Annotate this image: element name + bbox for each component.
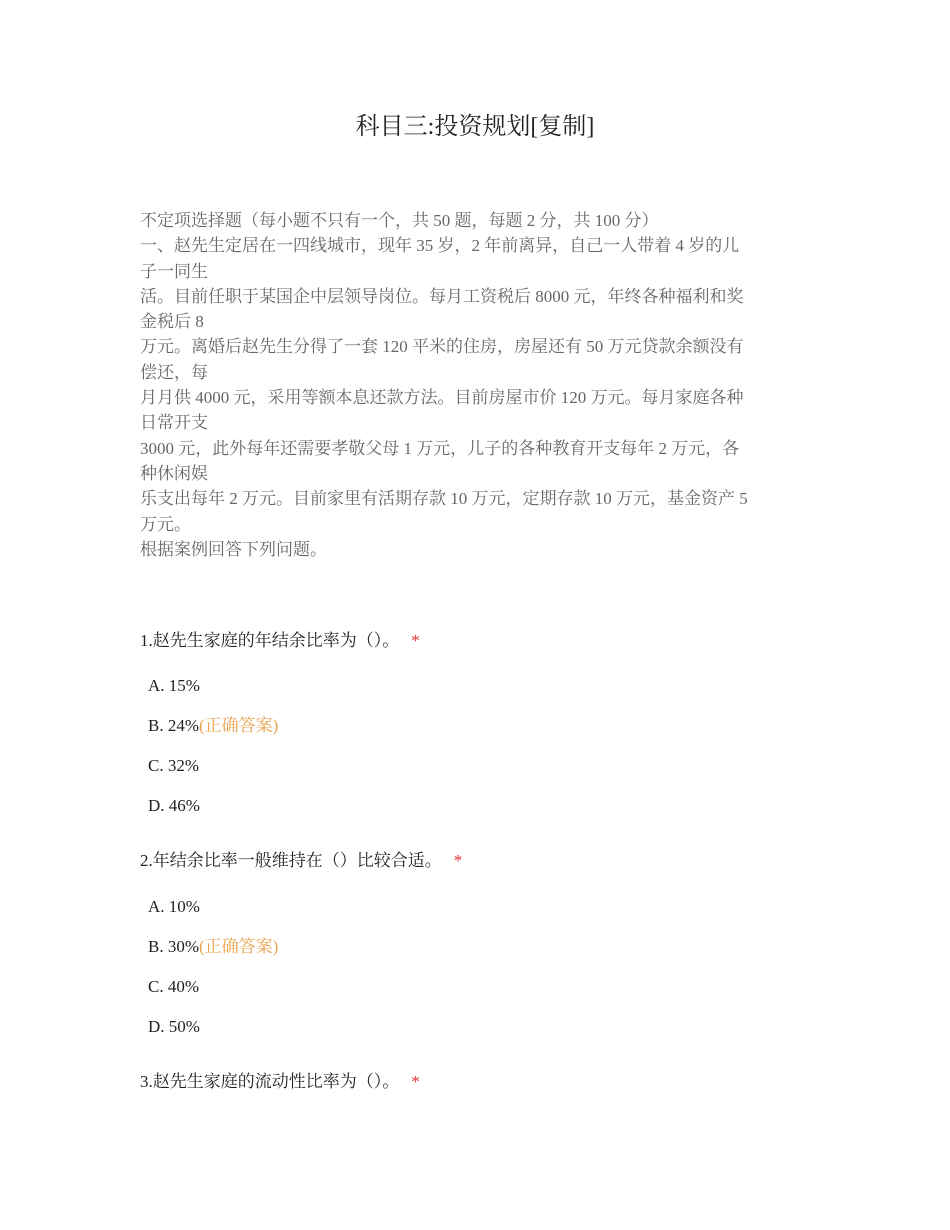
question-2-option-d[interactable] <box>148 1015 200 1039</box>
intro-line: 偿还，每 <box>140 362 208 382</box>
intro-line: 日常开支 <box>140 413 208 433</box>
correct-answer-label: (正确答案) <box>199 716 279 735</box>
option-label: A. 10% <box>148 897 200 916</box>
intro-line: 万元。离婚后赵先生分得了一套 120 平米的住房，房屋还有 50 万元贷款余额没有 <box>140 337 744 357</box>
case-description <box>140 208 812 562</box>
intro-line: 3000 元，此外每年还需要孝敬父母 1 万元，儿子的各种教育开支每年 2 万元，各 <box>140 438 740 458</box>
intro-line: 根据案例回答下列问题。 <box>140 539 327 559</box>
option-label: D. 50% <box>148 1017 200 1036</box>
intro-line: 不定项选择题（每小题不只有一个，共 50 题，每题 2 分，共 100 分） <box>140 211 659 230</box>
option-label: C. 40% <box>148 977 199 996</box>
question-2-option-b[interactable] <box>148 935 278 959</box>
option-label: C. 32% <box>148 756 199 775</box>
question-1-title <box>140 628 420 654</box>
intro-line: 金税后 8 <box>140 312 204 332</box>
question-2-option-c[interactable] <box>148 975 199 999</box>
intro-line: 种休闲娱 <box>140 463 208 483</box>
intro-line: 活。目前任职于某国企中层领导岗位。每月工资税后 8000 元，年终各种福利和奖 <box>140 286 744 306</box>
required-mark: * <box>411 1072 420 1091</box>
question-2-option-a[interactable] <box>148 895 200 919</box>
question-text: 1.赵先生家庭的年结余比率为（）。 <box>140 631 400 650</box>
option-label: A. 15% <box>148 676 200 695</box>
intro-line: 一、赵先生定居在一四线城市，现年 35 岁，2 年前离异，自己一人带着 4 岁的儿 <box>140 236 740 256</box>
question-1-option-b[interactable] <box>148 714 278 738</box>
required-mark: * <box>411 631 420 650</box>
intro-line: 乐支出每年 2 万元。目前家里有活期存款 10 万元，定期存款 10 万元，基金资产 5 <box>140 489 748 509</box>
question-text: 3.赵先生家庭的流动性比率为（）。 <box>140 1072 400 1091</box>
option-label: B. 30% <box>148 937 199 956</box>
intro-line: 万元。 <box>140 514 191 534</box>
question-3-title <box>140 1069 420 1095</box>
correct-answer-label: (正确答案) <box>199 937 279 956</box>
question-1-option-a[interactable] <box>148 674 200 698</box>
question-text: 2.年结余比率一般维持在（）比较合适。 <box>140 851 442 870</box>
intro-line: 月月供 4000 元，采用等额本息还款方法。目前房屋市价 120 万元。每月家庭各种 <box>140 388 744 408</box>
page-title: 科目三:投资规划[复制] <box>355 114 595 140</box>
question-2-title <box>140 848 462 874</box>
question-1-option-c[interactable] <box>148 754 199 778</box>
option-label: D. 46% <box>148 796 200 815</box>
required-mark: * <box>453 851 463 870</box>
option-label: B. 24% <box>148 716 199 735</box>
question-1-option-d[interactable] <box>148 794 200 818</box>
intro-line: 子一同生 <box>140 261 208 281</box>
